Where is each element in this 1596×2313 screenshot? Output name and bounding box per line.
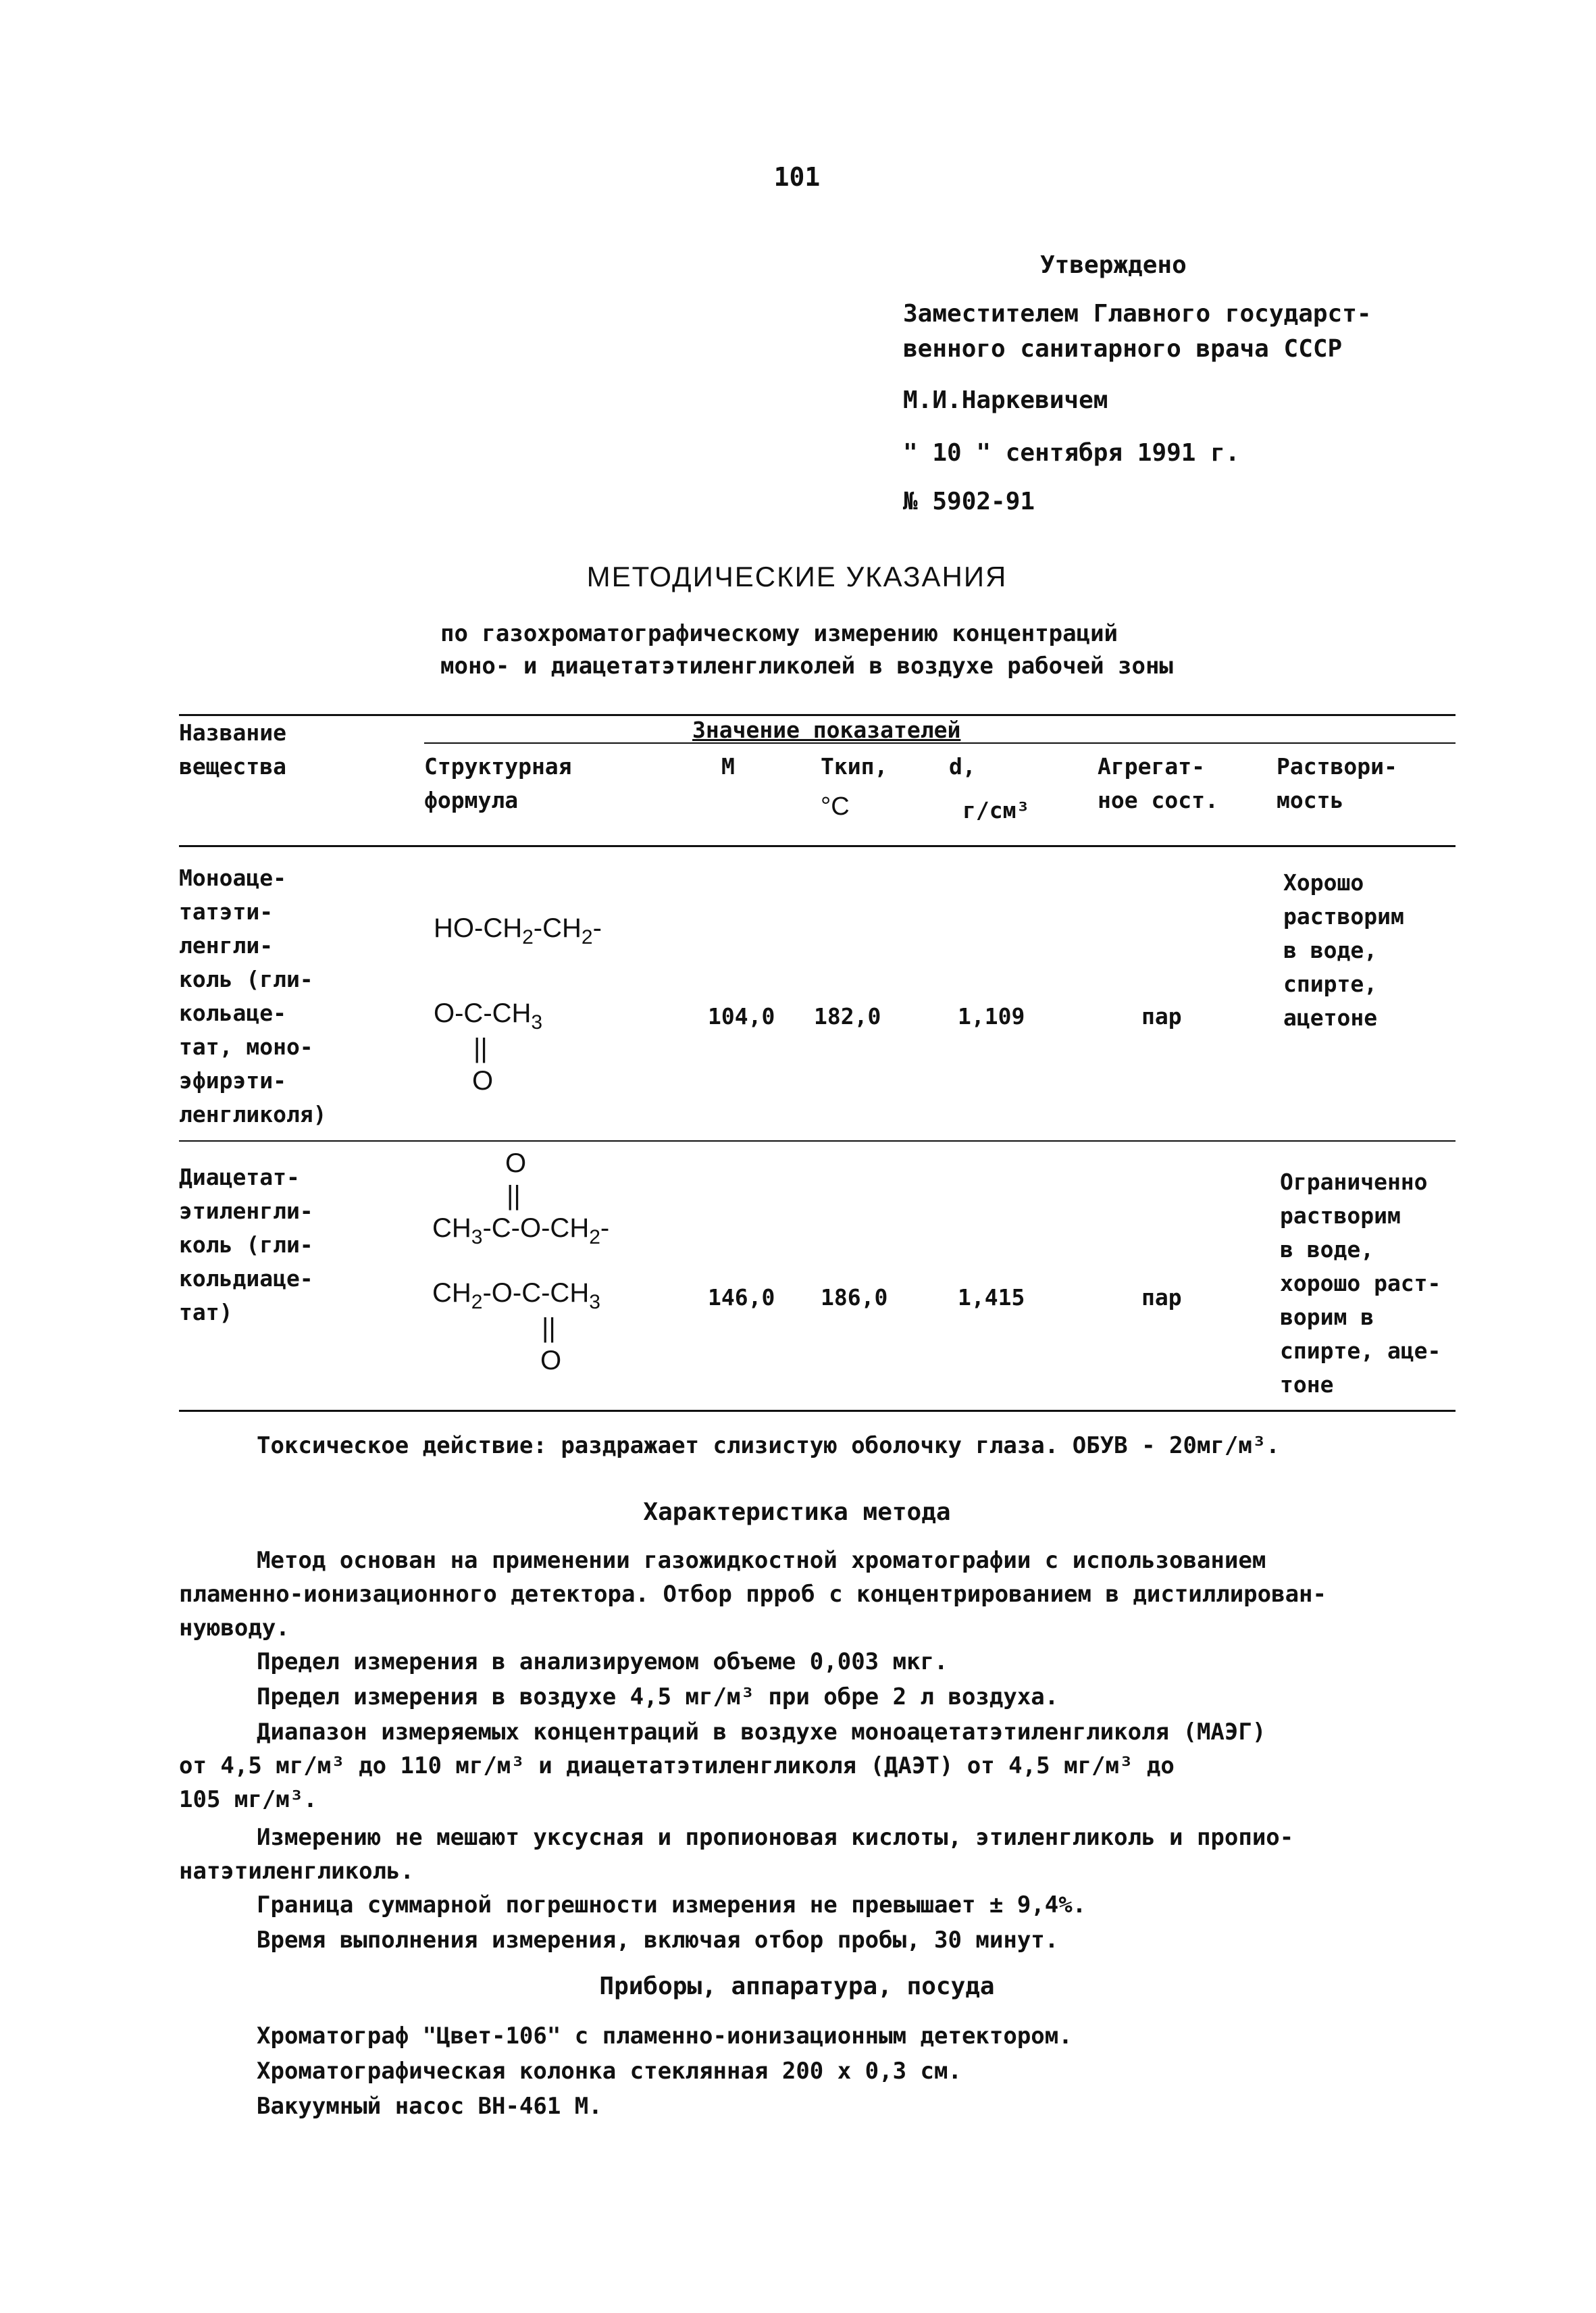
header-formula-line1: Структурная — [424, 753, 572, 780]
row2-m: 146,0 — [708, 1284, 775, 1311]
row2-formula-oxygen-bottom: O — [540, 1346, 562, 1375]
approval-date: " 10 " сентября 1991 г. — [903, 439, 1240, 467]
row1-name-3: ленгли- — [179, 932, 274, 959]
row2-name-1: Диацетат- — [179, 1164, 300, 1190]
row2-d: 1,415 — [958, 1284, 1025, 1311]
method-line-10: натэтиленгликоль. — [179, 1858, 414, 1885]
method-line-7: от 4,5 мг/м³ до 110 мг/м³ и диацетатэтиленгликоля (ДАЭТ) от 4,5 мг/м³ до — [179, 1752, 1175, 1779]
row1-sol-2: растворим — [1283, 903, 1404, 930]
header-state-line2: ное сост. — [1098, 787, 1218, 813]
row2-formula-bond-bottom: || — [542, 1313, 556, 1343]
page-number: 101 — [773, 162, 821, 192]
row2-formula-oxygen-top: O — [505, 1148, 527, 1178]
header-d-line1: d, — [949, 753, 976, 780]
row2-formula-line2: $CH_2-O-C-CH_3$ — [432, 1278, 600, 1313]
row1-tboil: 182,0 — [814, 1003, 881, 1030]
row1-formula-line1: $HO-CH_2-CH_2-$ — [434, 913, 602, 948]
row2-sol-1: Ограниченно — [1280, 1169, 1428, 1195]
row2-state: пар — [1141, 1284, 1182, 1311]
method-line-11: Граница суммарной погрешности измерения не превышает ± 9,4%. — [257, 1891, 1087, 1918]
equipment-line-2: Хроматографическая колонка стеклянная 200 х 0,3 см. — [257, 2058, 962, 2085]
row1-d: 1,109 — [958, 1003, 1025, 1030]
method-line-12: Время выполнения измерения, включая отбор пробы, 30 минут. — [257, 1927, 1059, 1954]
row2-formula-line1: $CH_3-C-O-CH_2-$ — [432, 1213, 610, 1248]
row1-name-4: коль (гли- — [179, 966, 313, 992]
method-line-6: Диапазон измеряемых концентраций в воздухе моноацетатэтиленгликоля (МАЭГ) — [257, 1719, 1266, 1746]
approval-line-2: венного санитарного врача СССР — [903, 335, 1343, 363]
row2-name-4: кольдиаце- — [179, 1265, 313, 1292]
method-line-4: Предел измерения в анализируемом объеме 0,003 мкг. — [257, 1648, 948, 1675]
row2-tboil: 186,0 — [821, 1284, 888, 1311]
row1-m: 104,0 — [708, 1003, 775, 1030]
row1-name-5: кольаце- — [179, 1000, 286, 1026]
method-line-1: Метод основан на применении газожидкостной хроматографии с использованием — [257, 1547, 1266, 1574]
row1-name-6: тат, моно- — [179, 1034, 313, 1060]
method-line-2: пламенно-ионизационного детектора. Отбор прроб с концентрированием в дистиллирован- — [179, 1581, 1327, 1608]
row2-sol-7: тоне — [1280, 1371, 1334, 1398]
row2-name-5: тат) — [179, 1299, 233, 1325]
toxic-action: Токсическое действие: раздражает слизистую оболочку глаза. ОБУВ - 20мг/м³. — [257, 1432, 1280, 1459]
approval-line-1: Заместителем Главного государст- — [903, 300, 1372, 328]
section-title-method: Характеристика метода — [643, 1498, 951, 1526]
row2-formula-bond-top: || — [507, 1181, 521, 1211]
header-d-line2: г/см³ — [962, 797, 1030, 823]
header-group: Значение показателей — [692, 717, 961, 743]
header-name-line2: вещества — [179, 753, 286, 780]
header-tboil-line1: Ткип, — [821, 753, 888, 780]
row1-sol-5: ацетоне — [1283, 1005, 1378, 1031]
subtitle-line-2: моно- и диацетатэтиленгликолей в воздухе рабочей зоны — [440, 653, 1173, 680]
row1-formula-line2: $O-C-CH_3$ — [434, 998, 543, 1034]
row2-name-2: этиленгли- — [179, 1198, 313, 1224]
equipment-line-1: Хроматограф "Цвет-106" с пламенно-ионизационным детектором. — [257, 2023, 1073, 2050]
header-solubility-line1: Раствори- — [1277, 753, 1397, 780]
row1-name-1: Моноаце- — [179, 865, 286, 891]
subtitle-line-1: по газохроматографическому измерению концентраций — [440, 620, 1118, 647]
header-m: М — [721, 753, 735, 780]
table-header-rule — [179, 845, 1456, 847]
row1-name-2: татэти- — [179, 898, 274, 925]
row1-formula-oxygen: O — [472, 1066, 494, 1096]
row1-name-7: эфирэти- — [179, 1067, 286, 1094]
row1-sol-1: Хорошо — [1283, 869, 1364, 896]
table-row-rule — [179, 1140, 1456, 1142]
method-line-8: 105 мг/м³. — [179, 1786, 317, 1813]
method-line-5: Предел измерения в воздухе 4,5 мг/м³ при обре 2 л воздуха. — [257, 1683, 1059, 1710]
method-line-3: нуюводу. — [179, 1615, 290, 1642]
header-solubility-line2: мость — [1277, 787, 1344, 813]
row1-sol-3: в воде, — [1283, 937, 1378, 963]
header-tboil-line2: °С — [821, 792, 850, 821]
header-formula-line2: формула — [424, 787, 519, 813]
row1-state: пар — [1141, 1003, 1182, 1030]
approval-number: № 5902-91 — [903, 488, 1035, 515]
approval-name: М.И.Наркевичем — [903, 386, 1108, 414]
row2-sol-3: в воде, — [1280, 1236, 1374, 1263]
row1-formula-bond: || — [473, 1034, 488, 1063]
row2-sol-6: спирте, аце- — [1280, 1338, 1441, 1364]
row1-sol-4: спирте, — [1283, 971, 1378, 997]
method-line-9: Измерению не мешают уксусная и пропионовая кислоты, этиленгликоль и пропио- — [257, 1824, 1294, 1851]
table-bottom-rule — [179, 1410, 1456, 1412]
row2-sol-2: растворим — [1280, 1202, 1401, 1229]
header-name-line1: Название — [179, 719, 286, 746]
row2-sol-5: ворим в — [1280, 1304, 1374, 1330]
approval-heading: Утверждено — [1040, 251, 1187, 279]
section-title-equipment: Приборы, аппаратура, посуда — [599, 1973, 995, 2000]
header-state-line1: Агрегат- — [1098, 753, 1205, 780]
row1-name-8: ленгликоля) — [179, 1101, 327, 1127]
row2-sol-4: хорошо раст- — [1280, 1270, 1441, 1296]
document-title: МЕТОДИЧЕСКИЕ УКАЗАНИЯ — [586, 561, 1008, 592]
row2-name-3: коль (гли- — [179, 1231, 313, 1258]
equipment-line-3: Вакуумный насос ВН-461 М. — [257, 2093, 602, 2120]
